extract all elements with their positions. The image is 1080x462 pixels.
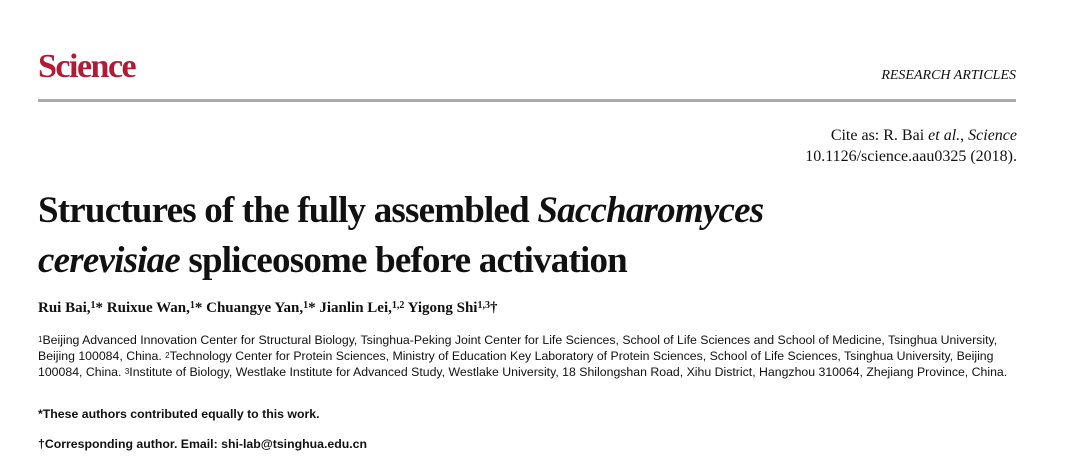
author-name: Ruixue Wan, (106, 300, 190, 316)
article-title (38, 186, 1038, 286)
author-affiliation-mark: 1,3 (477, 300, 490, 311)
author (38, 300, 103, 316)
title-italic-2: cerevisiae (38, 240, 180, 281)
affiliation-text: Technology Center for Protein Sciences, Ministry of Education Key Laboratory of Protein Sciences, School of Life Sciences, Tsinghua University, Beijing 100084, China. (38, 349, 994, 379)
citation-separator: , (960, 127, 969, 144)
author-affiliation-mark: 1 (90, 300, 96, 311)
journal-logo: Science (38, 48, 136, 85)
author (319, 300, 404, 316)
author-name: Jianlin Lei, (319, 300, 392, 316)
affiliation-text: Beijing Advanced Innovation Center for Structural Biology, Tsinghua-Peking Joint Center for Life Sciences, School of Life Sciences and School of Medicine, Tsinghua University, Beijing 100084, China. (38, 333, 998, 363)
header-divider (38, 99, 1016, 102)
author-affiliation-mark: 1,2 (391, 300, 405, 311)
author-affiliation-mark: 1 (303, 300, 309, 311)
equal-contribution-note: *These authors contributed equally to this work. (38, 407, 320, 421)
title-part-2: spliceosome before activation (179, 240, 627, 281)
citation (805, 125, 1017, 167)
author (408, 300, 498, 316)
author-name: Rui Bai, (38, 300, 91, 316)
author-note-mark: † (489, 300, 498, 316)
citation-line-1 (805, 125, 1017, 146)
affiliation-number: 2 (165, 351, 170, 360)
author (107, 300, 203, 316)
author-name: Chuangye Yan, (206, 300, 304, 316)
citation-journal: Science (968, 127, 1017, 144)
affiliations (38, 332, 1028, 380)
author-affiliation-mark: 1 (189, 300, 195, 311)
author-note-mark: * (308, 300, 316, 316)
author-name: Yigong Shi (407, 300, 478, 316)
author-note-mark: * (95, 300, 104, 316)
author-list (38, 299, 497, 317)
affiliation-number: 3 (124, 367, 130, 376)
title-italic-1: Saccharomyces (537, 190, 764, 231)
citation-prefix: Cite as: R. Bai (830, 127, 929, 144)
author-note-mark: * (194, 300, 203, 316)
title-part-1: Structures of the fully assembled (38, 190, 538, 231)
affiliation-text: Institute of Biology, Westlake Institute for Advanced Study, Westlake University, 18 Shilongshan Road, Xihu District, Hangzhou 310064, Zhejiang Province, China. (129, 365, 1008, 379)
affiliation-number: 1 (38, 335, 43, 344)
section-label: RESEARCH ARTICLES (881, 68, 1016, 83)
citation-doi: 10.1126/science.aau0325 (2018). (805, 148, 1017, 165)
corresponding-author-note: †Corresponding author. Email: shi-lab@tsinghua.edu.cn (38, 437, 368, 451)
citation-etal: et al. (928, 127, 961, 144)
author (206, 300, 315, 316)
